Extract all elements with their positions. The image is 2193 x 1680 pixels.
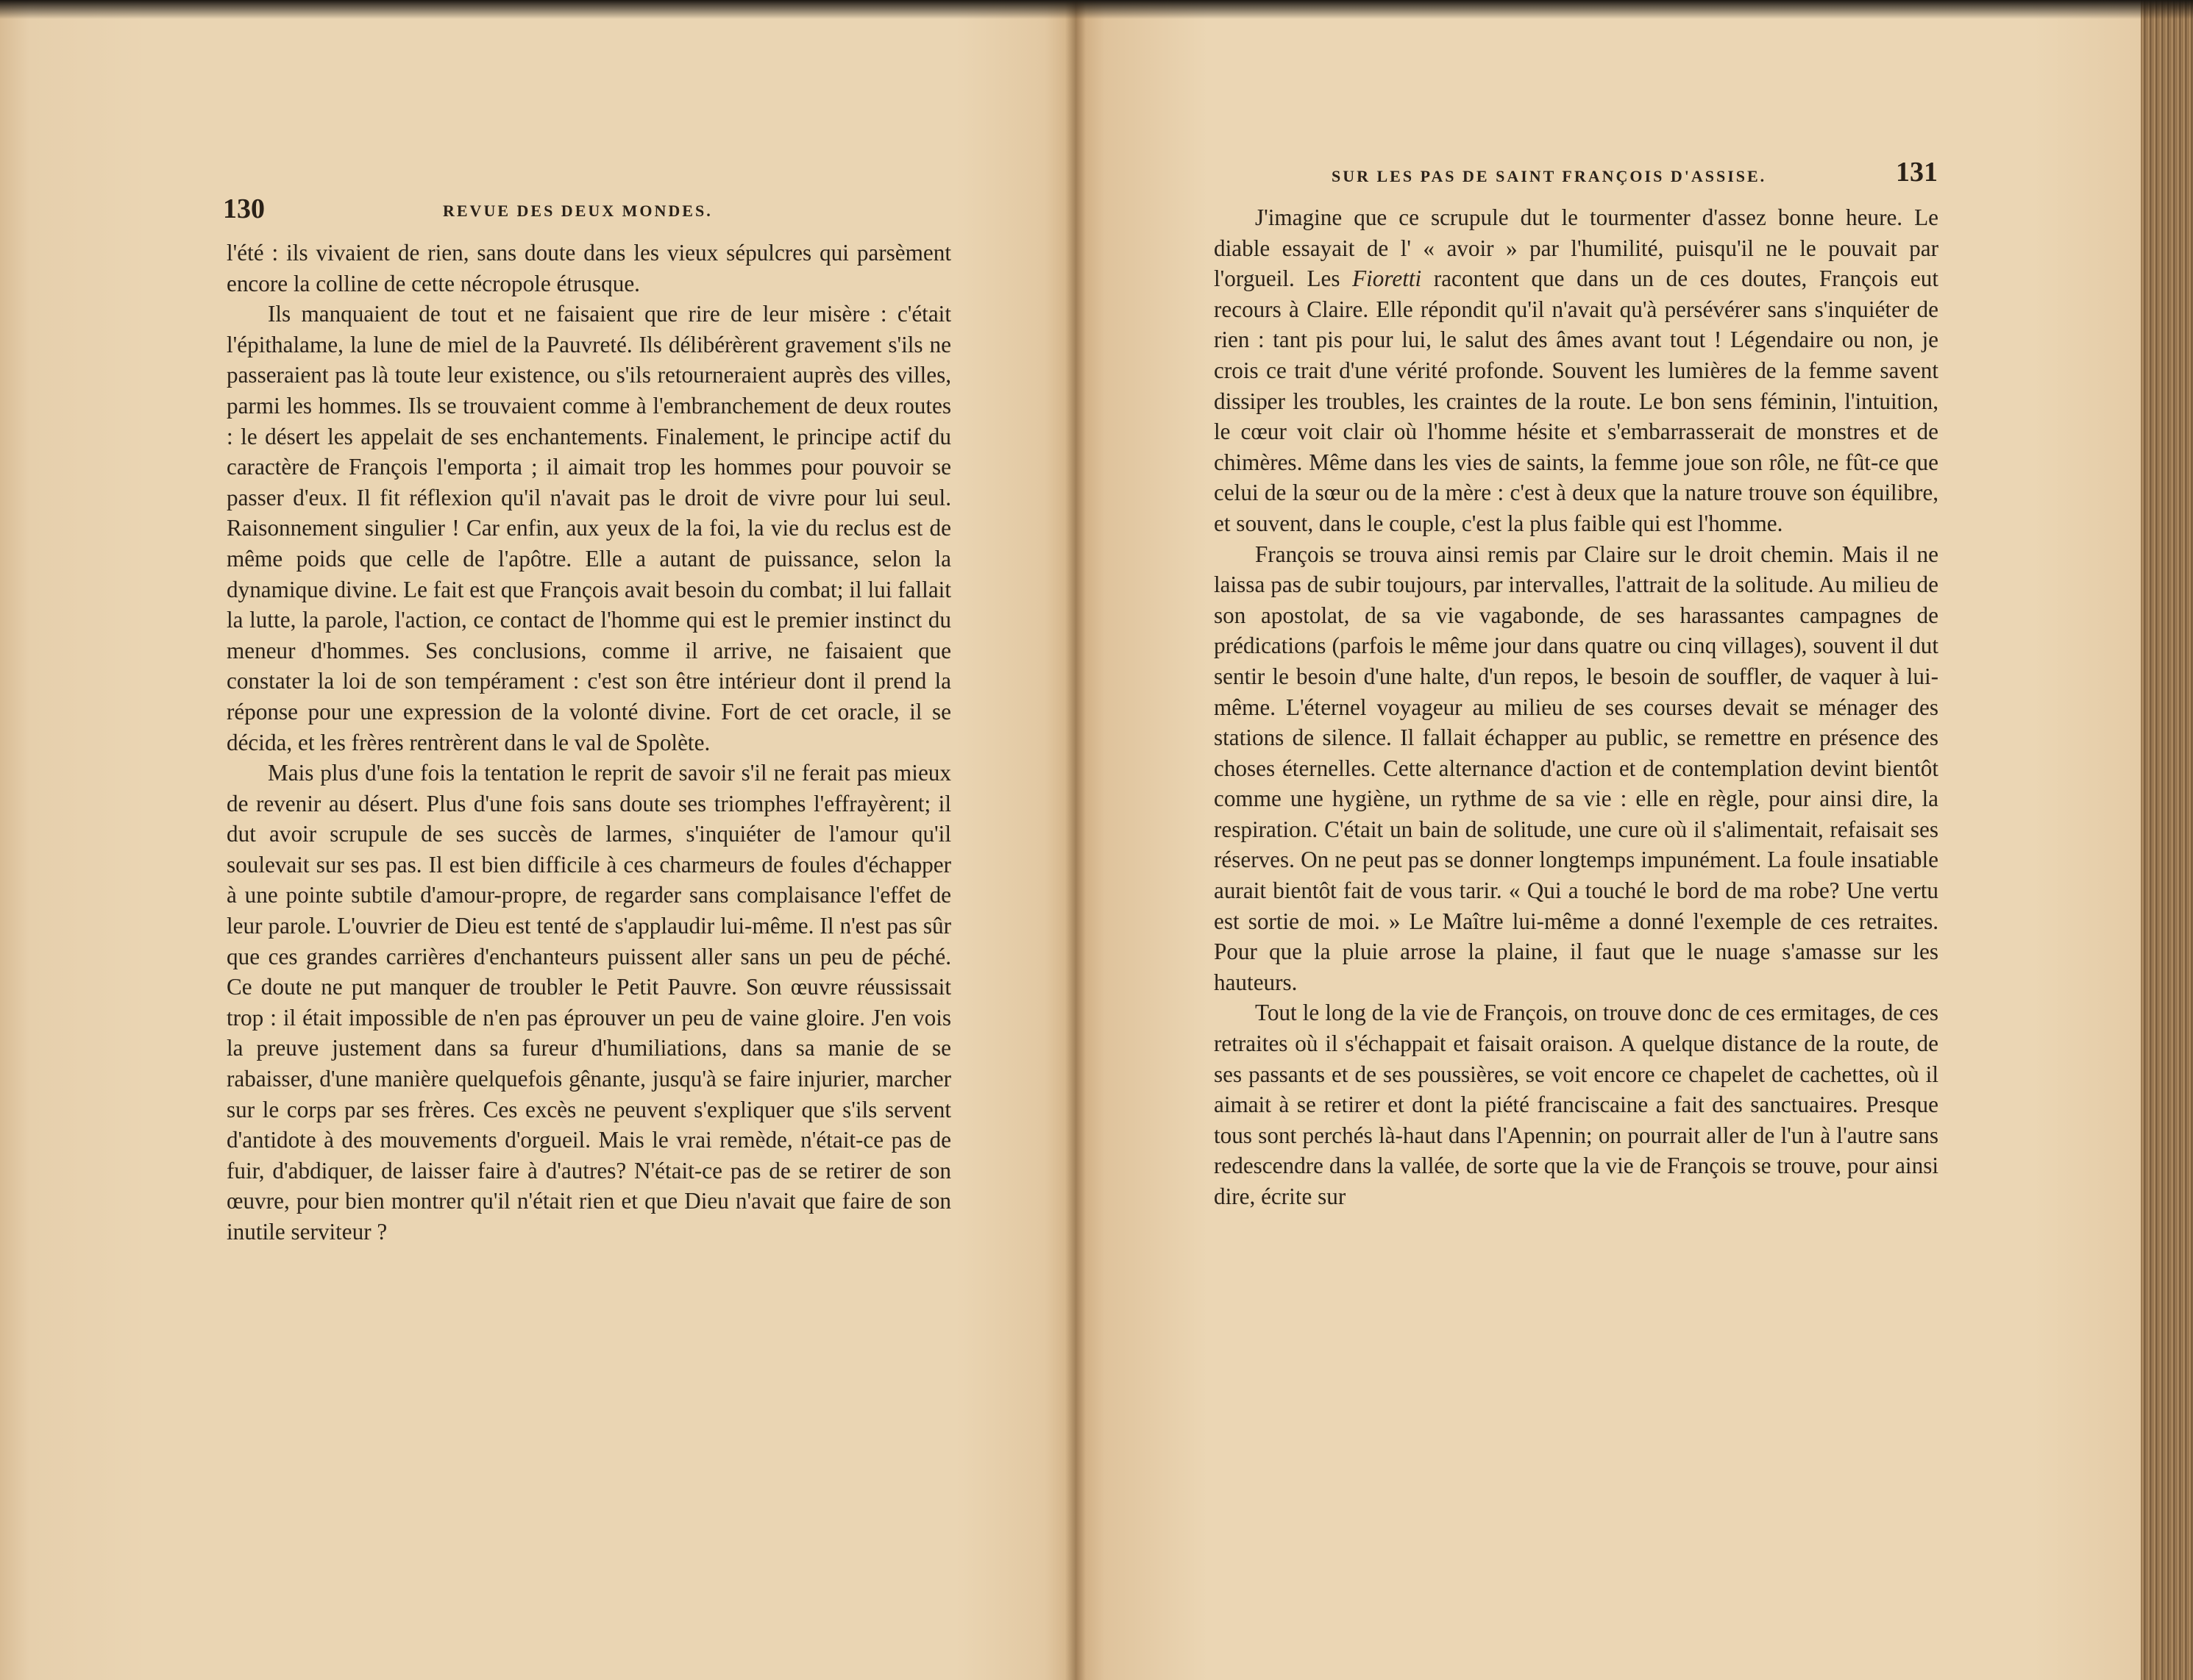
left-page-body (227, 238, 951, 1247)
paragraph (1214, 202, 1938, 539)
paragraph: François se trouva ainsi remis par Claire sur le droit chemin. Mais il ne laissa pas de subir toujours, par intervalles, l'attrait de la solitude. Au milieu de son apostolat, de sa vie vagabonde, de ses harassantes campagnes de prédications (parfois le même jour dans quatre ou cinq villages), souvent il dut sentir le besoin d'une halte, d'un repos, le besoin de souffler, de vaquer à lui-même. L'éternel voyageur au milieu de ses courses devait se ménager des stations de silence. Il fallait échapper au public, se remettre en présence des choses éternelles. Cette alternance d'action et de contemplation devint bientôt comme une hygiène, un rythme de sa vie : elle en règle, pour ainsi dire, la respiration. C'était un bain de solitude, une cure où il s'alimentait, refaisait ses réserves. On ne peut pas se donner longtemps impunément. La foule insatiable aurait bientôt fait de vous tarir. « Qui a touché le bord de ma robe? Une vertu est sortie de moi. » Le Maître lui-même a donné l'exemple de ces retraites. Pour que la pluie arrose la plaine, il faut que le nuage s'amasse sur les hauteurs. (1214, 541, 1938, 995)
running-head-right: SUR LES PAS DE SAINT FRANÇOIS D'ASSISE. (1332, 167, 1767, 185)
paragraph: l'été : ils vivaient de rien, sans doute dans les vieux sépulcres qui parsèment encore la colline de cette nécropole étrusque. (227, 240, 951, 296)
italic-title: Fioretti (1352, 266, 1422, 292)
paragraph: Mais plus d'une fois la tentation le reprit de savoir s'il ne ferait pas mieux de revenir au désert. Plus d'une fois sans doute ses triomphes l'effrayèrent; il dut avoir scrupule de ses succès de larmes, s'inquiéter de l'amour qu'il soulevait sur ses pas. Il est bien difficile à ces charmeurs de foules d'échapper à une pointe subtile d'amour-propre, de regarder sans complaisance l'effet de leur parole. L'ouvrier de Dieu est tenté de s'applaudir lui-même. Il n'est pas sûr que ces grandes carrières d'enchanteurs puissent aller sans un peu de péché. Ce doute ne put manquer de troubler le Petit Pauvre. Son œuvre réussissait trop : il était impossible de n'en pas éprouver un peu de vaine gloire. J'en vois la preuve justement dans sa fureur d'humiliations, dans sa manie de se rabaisser, d'une manière quelquefois gênante, jusqu'à se faire injurier, marcher sur le corps par ses frères. Ces excès ne peuvent s'expliquer que s'ils servent d'antidote à des mouvements d'orgueil. Mais le vrai remède, n'était-ce pas de fuir, d'abdiquer, de laisser faire à d'autres? N'était-ce pas de se retirer de son œuvre, pour bien montrer qu'il n'était rien et que Dieu n'avait que faire de son inutile serviteur ? (227, 760, 951, 1245)
right-page-body (1214, 202, 1938, 1212)
running-head-left: REVUE DES DEUX MONDES. (443, 202, 713, 220)
page-edges (2141, 0, 2193, 1680)
paragraph-text: racontent que dans un de ces doutes, François eut recours à Claire. Elle répondit qu'il n'avait qu'à persévérer sans s'inquiéter de rien : tant pis pour lui, le salut des âmes avant tout ! Légendaire ou non, je crois ce trait d'une vérité profonde. Souvent les lumières de la femme savent dissiper les troubles, les craintes de la route. Le bon sens féminin, l'intuition, le cœur voit clair où l'homme hésite et s'embarrasserait de monstres et de chimères. Même dans les vies de saints, la femme joue son rôle, ne fût-ce que celui de la sœur ou de la mère : c'est à deux que la nature trouve son équilibre, et souvent, dans le couple, c'est la plus faible qui est l'homme. (1214, 266, 1938, 536)
paragraph: Ils manquaient de tout et ne faisaient que rire de leur misère : c'était l'épithalame, la lune de miel de la Pauvreté. Ils délibérèrent gravement s'ils ne passeraient pas là toute leur existence, ou s'ils retourneraient auprès des villes, parmi les hommes. Ils se trouvaient comme à l'embranchement de deux routes : le désert les appelait de ses enchantements. Finalement, le principe actif du caractère de François l'emporta ; il aimait trop les hommes pour pouvoir se passer d'eux. Il fit réflexion qu'il n'avait pas le droit de vivre pour lui seul. Raisonnement singulier ! Car enfin, aux yeux de la foi, la vie du reclus est de même poids que celle de l'apôtre. Elle a autant de puissance, selon la dynamique divine. Le fait est que François avait besoin du combat; il lui fallait la lutte, la parole, l'action, ce contact de l'homme qui est le premier instinct du meneur d'hommes. Ses conclusions, comme il arrive, ne faisaient que constater la loi de son tempérament : c'est son être intérieur dont il prend la réponse pour une expression de la volonté divine. Fort de cet oracle, il se décida, et les frères rentrèrent dans le val de Spolète. (227, 301, 951, 755)
paragraph-text: J'imagine que ce scrupule dut le tourmenter d'assez bonne heure. Le diable essayait de l' « avoir » par l'humilité, puisqu'il ne le pouvait par l'orgueil. Les (1214, 204, 1938, 292)
book-gutter (1065, 0, 1086, 1680)
page-number-left: 130 (223, 193, 265, 224)
page-number-right: 131 (1896, 157, 1938, 188)
left-page (0, 0, 1076, 1680)
right-page (1076, 0, 2141, 1680)
top-shadow (0, 0, 2193, 19)
paragraph: Tout le long de la vie de François, on trouve donc de ces ermitages, de ces retraites où il s'échappait et faisait oraison. A quelque distance de la route, de ses passants et de ses poussières, se voit encore ce chapelet de cachettes, où il aimait à se retirer et dont la piété franciscaine a fait des sanctuaires. Presque tous sont perchés là-haut dans l'Apennin; on pourrait aller de l'un à l'autre sans redescendre dans la vallée, de sorte que la vie de François se trouve, pour ainsi dire, écrite sur (1214, 1000, 1938, 1209)
